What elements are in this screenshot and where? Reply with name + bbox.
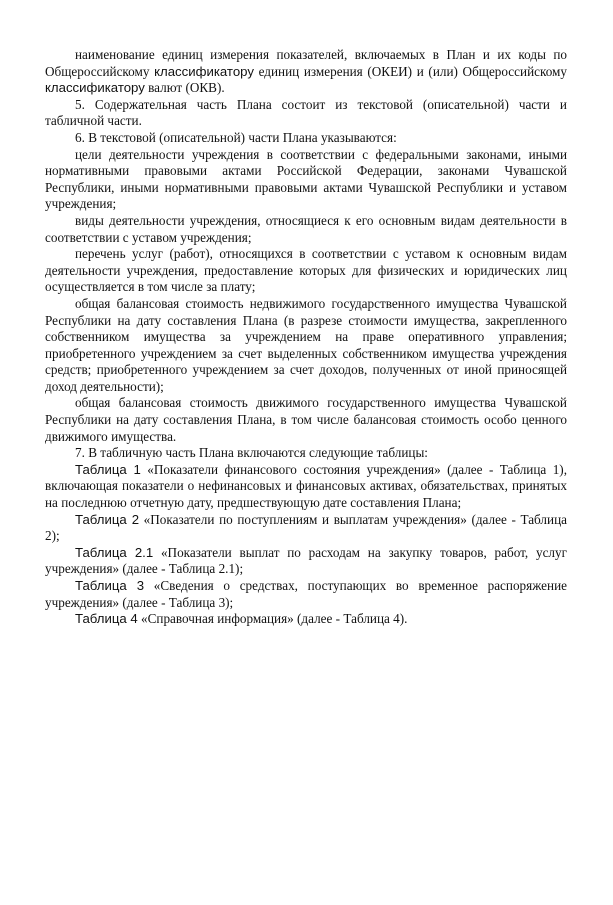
- paragraph-table-4: [45, 611, 567, 628]
- link-classifier[interactable]: классификатору: [45, 80, 145, 96]
- paragraph-6: 6. В текстовой (описательной) части Плана указываются:: [75, 129, 397, 145]
- text-run: «Показатели выплат по расходам на закупку товаров, работ, услуг учреждения» (далее - Таблица 2.1);: [45, 544, 568, 577]
- link-table-3[interactable]: Таблица 3: [75, 578, 145, 593]
- paragraph-movable-property: общая балансовая стоимость движимого государственного имущества Чувашской Республики на дату составления Плана, в том числе балансовая стоимость особо ценного движимого имущества.: [45, 395, 567, 444]
- paragraph-5: 5. Содержательная часть Плана состоит из текстовой (описательной) части и табличной части.: [45, 96, 567, 129]
- text-run: «Показатели по поступлениям и выплатам учреждения» (далее - Таблица 2);: [45, 511, 567, 544]
- paragraph-services: перечень услуг (работ), относящихся в соответствии с уставом к основным видам деятельности учреждения, предоставление которых для физических и юридических лиц осуществляется в том числе за плату;: [45, 246, 567, 295]
- text-run: «Справочная информация» (далее - Таблица 4).: [137, 611, 408, 627]
- paragraph-okei-okv: [45, 47, 567, 97]
- paragraph-table-2: [45, 512, 567, 545]
- paragraph-table-1: [45, 462, 567, 512]
- link-table-4[interactable]: Таблица 4: [75, 611, 138, 627]
- paragraph-activities: виды деятельности учреждения, относящиеся к его основным видам деятельности в соответствии с уставом учреждения;: [45, 212, 567, 245]
- paragraph-goals: цели деятельности учреждения в соответствии с федеральными законами, иными нормативными правовыми актами Российской Федерации, законами Чувашской Республики, иными нормативными правовыми актами Чувашской Республики и уставом учреждения;: [45, 146, 567, 212]
- text-run: «Сведения о средствах, поступающих во временное распоряжение учреждения» (далее - Таблица 3);: [45, 578, 567, 610]
- document-page: [45, 47, 567, 628]
- link-table-2-1[interactable]: Таблица 2.1: [75, 544, 154, 560]
- text-run: валют (ОКВ).: [144, 80, 225, 96]
- link-table-1[interactable]: Таблица 1: [75, 461, 141, 477]
- text-run: «Показатели финансового состояния учреждения» (далее - Таблица 1), включающая показатели о нефинансовых и финансовых активах, обязательствах, принятых на последнюю отчетную дату, предшествующую дате составления Плана;: [45, 461, 567, 511]
- text-run: наименование единиц измерения показателей, включаемых в План и их коды по Общероссийскому: [45, 47, 567, 79]
- paragraph-real-estate: общая балансовая стоимость недвижимого государственного имущества Чувашской Республики на дату составления Плана (в разрезе стоимости имущества, закрепленного собственником имущества за учреждением на праве оперативного управления; приобретенного учреждением за счет выделенных собственником имущества учреждения средств; приобретенного учреждением за счет доходов, полученных от иной приносящей доход деятельности);: [45, 295, 567, 394]
- paragraph-table-2-1: [45, 545, 567, 578]
- link-classifier[interactable]: классификатору: [154, 63, 254, 79]
- paragraph-7: 7. В табличную часть Плана включаются следующие таблицы:: [75, 445, 428, 461]
- text-run: единиц измерения (ОКЕИ) и (или) Общероссийскому: [253, 63, 567, 79]
- link-table-2[interactable]: Таблица 2: [75, 511, 140, 527]
- paragraph-table-3: [45, 578, 567, 611]
